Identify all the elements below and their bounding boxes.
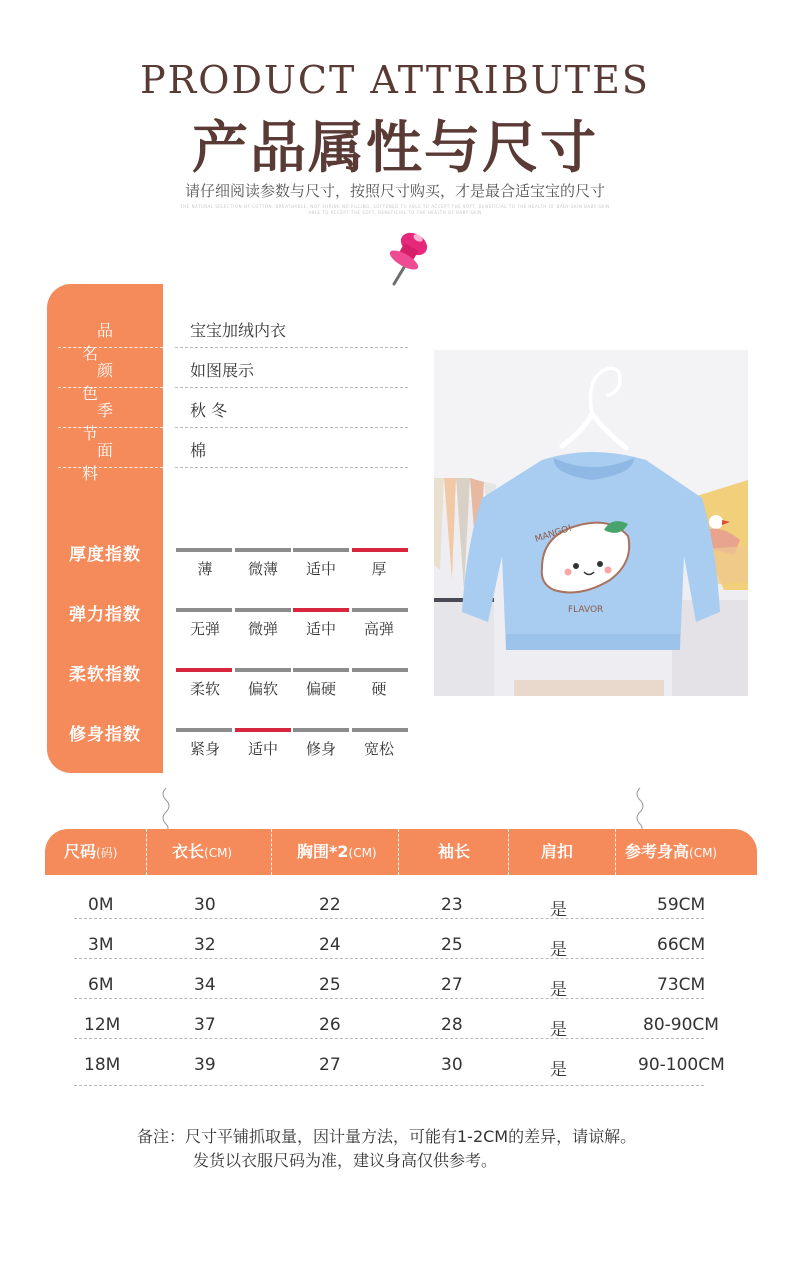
column-divider [615,829,616,875]
column-divider [271,829,272,875]
attr-label-season: 季节 [81,401,143,443]
cell-sleeve: 23 [441,895,463,915]
cell-height: 66CM [657,935,706,955]
cell-chest: 22 [319,895,341,915]
column-divider [146,829,147,875]
cell-shoulder-button: 是 [550,940,567,960]
index-option: 薄 [197,560,213,578]
column-header-shoulder-button: 肩扣 [541,842,574,861]
cell-shoulder-button: 是 [550,900,567,920]
scale-segment [293,548,349,552]
index-option: 适中 [247,740,278,758]
divider [58,427,163,428]
index-option: 紧身 [189,740,220,758]
cell-size: 18M [84,1055,121,1075]
index-scale-thickness [176,548,408,552]
cell-shoulder-button: 是 [550,1020,567,1040]
cell-length: 34 [194,975,216,995]
scale-segment [352,548,408,552]
cell-size: 0M [88,895,114,915]
cell-sleeve: 25 [441,935,463,955]
scale-segment [293,728,349,732]
attr-value-season: 秋 冬 [190,401,228,420]
row-divider [74,1038,704,1039]
cell-height: 90-100CM [638,1055,725,1075]
index-scale-elasticity [176,608,408,612]
fine-print-line-1: THE NATURAL SELECTION OF COTTON, BREATHABLE, NOT SHRINK NO PILLING, SOFTENED TO ABLE TO ACCEPT THE SOFT, BENEFICIAL TO THE HEALTH OF BABY SKIN BABY SKIN [180,204,610,209]
pushpin-icon [382,224,442,288]
cell-length: 32 [194,935,216,955]
cell-size: 12M [84,1015,121,1035]
index-options-fit [176,738,408,759]
attr-label-color: 颜色 [81,361,143,403]
cell-size: 3M [88,935,114,955]
divider [175,347,408,348]
attr-label-fabric: 面料 [81,441,143,483]
index-option: 适中 [305,560,336,578]
print-text-bottom: FLAVOR [568,605,604,615]
scale-segment [176,608,232,612]
index-option: 宽松 [363,740,394,758]
column-divider [508,829,509,875]
index-option: 微弹 [247,620,278,638]
cell-chest: 26 [319,1015,341,1035]
index-option: 微薄 [247,560,278,578]
attr-value-fabric: 棉 [190,441,207,460]
cell-height: 73CM [657,975,706,995]
cell-size: 6M [88,975,114,995]
cell-shoulder-button: 是 [550,980,567,1000]
scale-segment [352,728,408,732]
cell-sleeve: 28 [441,1015,463,1035]
row-divider [74,918,704,919]
index-label-softness: 柔软指数 [69,665,141,685]
scale-segment [352,668,408,672]
attr-value-name: 宝宝加绒内衣 [190,321,287,340]
divider [175,467,408,468]
print-text-top: MANGO! [533,523,574,545]
divider [175,387,408,388]
index-option: 无弹 [189,620,220,638]
index-option: 偏硬 [305,680,336,698]
index-option: 硬 [371,680,387,698]
scale-segment [176,728,232,732]
divider [58,467,163,468]
attr-value-color: 如图展示 [190,361,255,380]
cell-height: 80-90CM [643,1015,719,1035]
column-header-height: 参考身高(CM) [625,842,718,861]
index-option: 适中 [305,620,336,638]
divider [58,387,163,388]
cell-sleeve: 30 [441,1055,463,1075]
divider [175,427,408,428]
index-option: 高弹 [363,620,394,638]
index-option: 修身 [305,740,336,758]
squiggle-right-icon [632,786,646,832]
scale-segment [176,548,232,552]
note-line-2: 发货以衣服尺码为准，建议身高仅供参考。 [193,1151,498,1170]
column-divider [398,829,399,875]
cell-chest: 25 [319,975,341,995]
index-label-fit: 修身指数 [69,725,141,745]
scale-segment [176,668,232,672]
column-header-chest: 胸围*2(CM) [297,842,377,861]
scale-segment [293,608,349,612]
scale-segment [235,608,291,612]
divider [58,347,163,348]
cell-length: 37 [194,1015,216,1035]
cell-chest: 27 [319,1055,341,1075]
index-option: 偏软 [247,680,278,698]
column-header-length: 衣长(CM) [172,842,233,861]
product-photo [434,350,748,696]
fine-print-line-2: ABLE TO ACCEPT THE SOFT, BENEFICIAL TO THE HEALTH OF BABY SKIN [308,210,482,215]
scale-segment [352,608,408,612]
cell-chest: 24 [319,935,341,955]
title-chinese: 产品属性与尺寸 [192,116,598,181]
cell-sleeve: 27 [441,975,463,995]
subtitle: 请仔细阅读参数与尺寸，按照尺寸购买，才是最合适宝宝的尺寸 [184,182,605,200]
index-option: 柔软 [189,680,220,698]
row-divider [74,1085,704,1086]
title-english: PRODUCT ATTRIBUTES [140,58,650,102]
scale-segment [235,728,291,732]
index-options-thickness [176,558,408,579]
row-divider [74,958,704,959]
column-header-sleeve: 袖长 [438,842,471,861]
scale-segment [235,548,291,552]
scale-segment [293,668,349,672]
cell-length: 39 [194,1055,216,1075]
index-options-elasticity [176,618,408,639]
index-scale-fit [176,728,408,732]
index-option: 厚 [371,560,387,578]
row-divider [74,998,704,999]
attr-label-name: 品名 [81,321,143,363]
index-label-thickness: 厚度指数 [69,545,141,565]
index-options-softness [176,678,408,699]
cell-length: 30 [194,895,216,915]
index-label-elasticity: 弹力指数 [69,605,141,625]
squiggle-left-icon [158,786,172,832]
index-scale-softness [176,668,408,672]
cell-shoulder-button: 是 [550,1060,567,1080]
scale-segment [235,668,291,672]
column-header-size: 尺码(码) [64,842,118,861]
cell-height: 59CM [657,895,706,915]
note-line-1: 备注：尺寸平铺抓取量，因计量方法，可能有1-2CM的差异，请谅解。 [137,1127,637,1146]
